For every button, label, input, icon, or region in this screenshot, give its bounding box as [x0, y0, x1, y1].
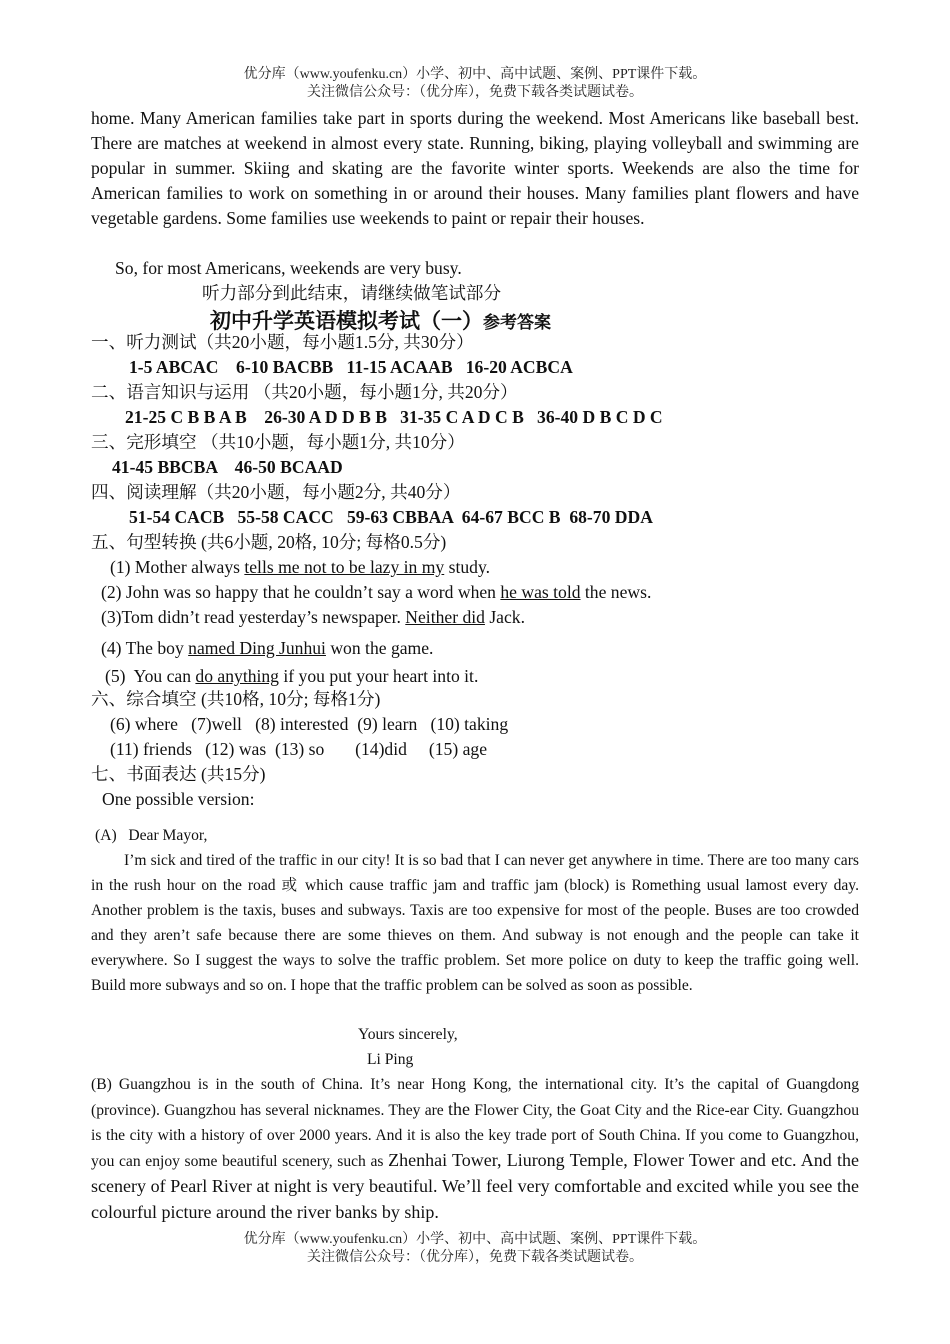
essay-a-body: I’m sick and tired of the traffic in our city! It is so bad that I can never get anywhere in time. There are too many cars in the rush hour on the road 或 which cause traffic jam and traffic jam (block) is Romething usual lamost every day. Another problem is the taxis, buses and subways. Taxis are too expensive for most of the people. Buses are too crowded and they aren’t safe because there are some thieves on them. And subway is not enough and the people can take it everywhere. So I suggest the ways to solve the traffic problem. Set more police on duty to keep the traffic going well. Build more subways and so on. I hope that the traffic problem can be solved as soon as possible.	[91, 852, 859, 994]
footer-line-1: 优分库（www.youfenku.cn）小学、初中、高中试题、案例、PPT课件下载。	[243, 1232, 707, 1247]
section-7-intro: One possible version:	[102, 789, 255, 809]
passage-text: home. Many American families take part in sports during the weekend. Most Americans like baseball best. There are matches at weekend in almost every state. Running, biking, playing volleyball and swimming are popular in summer. Skiing and skating are the favorite winter sports. Weekends are also the time for American families to work on something in or around their houses. Many families plant flowers and have vegetable gardens. Some families use weekends to paint or repair their houses.	[91, 108, 859, 228]
header-line-1: 优分库（www.youfenku.cn）小学、初中、高中试题、案例、PPT课件下载。	[243, 67, 707, 82]
transform-item-2: (2) John was so happy that he couldn’t say a word when he was told the news.	[101, 582, 652, 602]
answer-underline: Neither did	[405, 607, 485, 627]
section-1-heading: 一、听力测试（共20小题，每小题1.5分, 共30分）	[91, 332, 474, 352]
section-2-answers: 21-25 C B B A B 26-30 A D D B B 31-35 C A D C B 36-40 D B C D C	[125, 407, 663, 427]
section-6-heading: 六、综合填空 (共10格, 10分; 每格1分)	[91, 689, 381, 709]
section-6-answers-2: (11) friends (12) was (13) so (14)did (15) age	[110, 739, 488, 759]
essay-a-signature: Li Ping	[367, 1051, 414, 1068]
passage-closing: So, for most Americans, weekends are very busy.	[115, 258, 462, 278]
section-6-answers-1: (6) where (7)well (8) interested (9) learn (10) taking	[110, 714, 509, 734]
section-4-answers: 51-54 CACB 55-58 CACC 59-63 CBBAA 64-67 BCC B 68-70 DDA	[129, 507, 653, 527]
answer-underline: he was told	[500, 582, 581, 602]
listening-end-note: 听力部分到此结束，请继续做笔试部分	[202, 283, 502, 303]
answer-underline: tells me not to be lazy in my	[244, 557, 445, 577]
section-3-heading: 三、完形填空 （共10小题，每小题1分, 共10分）	[91, 432, 465, 452]
transform-item-5: (5) You can do anything if you put your heart into it.	[105, 666, 479, 686]
footer-line-2: 关注微信公众号：（优分库），免费下载各类试题试卷。	[307, 1250, 643, 1265]
section-1-answers: 1-5 ABCAC 6-10 BACBB 11-15 ACAAB 16-20 ACBCA	[129, 357, 573, 377]
title-suffix: 参考答案	[483, 313, 551, 332]
header-line-2: 关注微信公众号：（优分库），免费下载各类试题试卷。	[307, 85, 643, 100]
transform-item-1: (1) Mother always tells me not to be lazy in my study.	[110, 557, 490, 577]
title-main: 初中升学英语模拟考试（一）	[210, 309, 483, 333]
section-7-heading: 七、书面表达 (共15分)	[91, 764, 266, 784]
section-3-answers: 41-45 BBCBA 46-50 BCAAD	[112, 457, 343, 477]
essay-b-body: (B) Guangzhou is in the south of China. It’s near Hong Kong, the international city. It’s the capital of Guangdong (province). Guangzhou has several nicknames. They are the Flower City, the Goat City and the Rice-ear City. Guangzhou is the city with a history of over 2000 years. And it is also the key trade port of South China. If you come to Guangzhou, you can enjoy some beautiful scenery, such as Zhenhai Tower, Liurong Temple, Flower Tower and etc. And the scenery of Pearl River at night is very beautiful. We’ll feel very comfortable and excited while you see the colourful picture around the river banks by ship.	[91, 1076, 860, 1222]
section-4-heading: 四、阅读理解（共20小题，每小题2分, 共40分）	[91, 482, 461, 502]
transform-item-4: (4) The boy named Ding Junhui won the game.	[101, 638, 434, 658]
essay-a-salutation: (A) Dear Mayor,	[95, 827, 208, 844]
essay-a-closing: Yours sincerely,	[358, 1026, 458, 1043]
answer-underline: named Ding Junhui	[188, 638, 326, 658]
transform-item-3: (3)Tom didn’t read yesterday’s newspaper. Neither did Jack.	[101, 607, 525, 627]
section-5-heading: 五、句型转换 (共6小题, 20格, 10分; 每格0.5分)	[91, 532, 447, 552]
answer-underline: do anything	[195, 666, 279, 686]
section-2-heading: 二、语言知识与运用 （共20小题，每小题1分, 共20分）	[91, 382, 518, 402]
